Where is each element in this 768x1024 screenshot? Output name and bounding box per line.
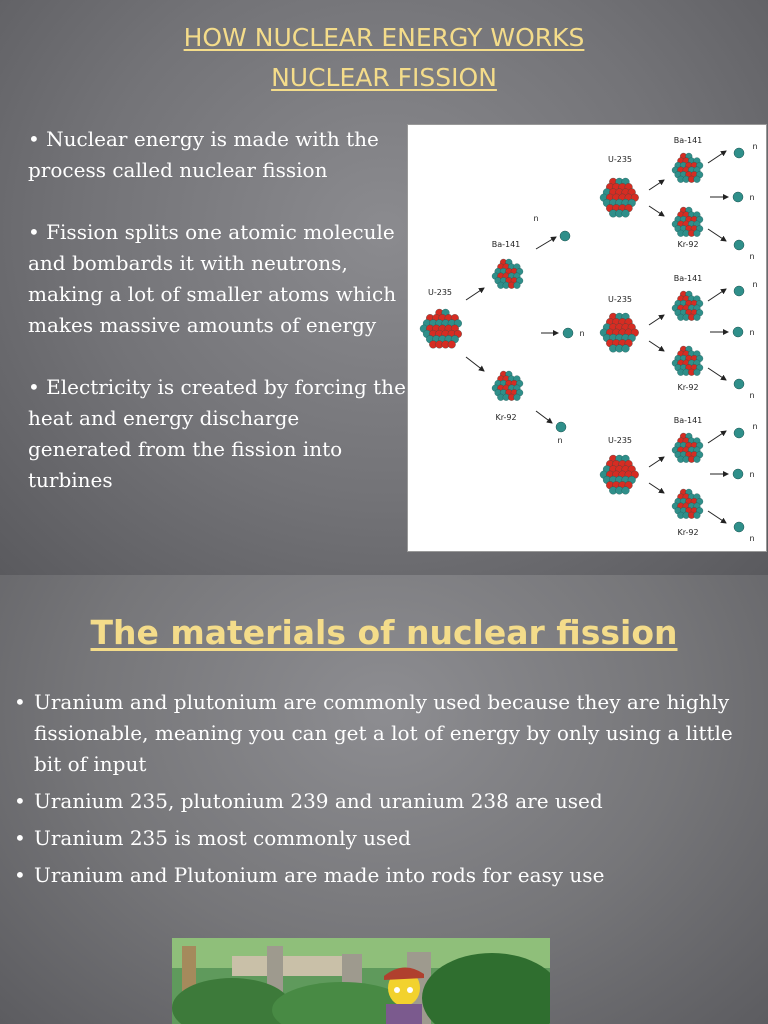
label-n: n [579, 329, 585, 338]
arrow-icon [536, 411, 552, 423]
nucleus-u235 [600, 455, 639, 494]
bullet-glyph: • [28, 127, 40, 151]
bullet-item [28, 217, 408, 341]
neutron [734, 286, 744, 296]
nucleus-u235 [600, 178, 639, 217]
arrow-icon [649, 180, 664, 190]
label-n: n [752, 422, 758, 431]
bullet-item [14, 823, 754, 854]
neutron [734, 379, 744, 389]
neutron [733, 192, 743, 202]
bullet-glyph: • [14, 789, 26, 813]
bullet-text: Uranium and plutonium are commonly used because they are highly fissionable, meaning you can get a lot of energy by only using a little bit of input [34, 690, 733, 776]
bullet-glyph: • [14, 826, 26, 850]
bullet-text: Nuclear energy is made with the process called nuclear fission [28, 127, 379, 182]
label-n: n [749, 328, 755, 337]
nucleus-ba141 [672, 433, 703, 463]
bullet-text: Electricity is created by forcing the heat and energy discharge generated from the fission into turbines [28, 375, 406, 492]
label-n: n [749, 252, 755, 261]
bullet-item [28, 124, 408, 186]
label-kr92: Kr-92 [495, 413, 517, 422]
arrow-icon [708, 431, 726, 443]
bullet-item [14, 687, 754, 780]
neutron [734, 240, 744, 250]
label-ba141: Ba-141 [673, 416, 703, 425]
bullet-item [14, 786, 754, 817]
label-u235: U-235 [607, 295, 633, 304]
arrow-icon [649, 206, 664, 216]
slide-materials [0, 575, 768, 1024]
nucleus-kr92 [672, 346, 703, 376]
title-line-1: HOW NUCLEAR ENERGY WORKS [183, 23, 585, 52]
cartoon-illustration [172, 938, 550, 1024]
arrow-icon [649, 341, 664, 351]
label-ba141: Ba-141 [673, 274, 703, 283]
label-ba141: Ba-141 [491, 240, 521, 249]
neutron [733, 327, 743, 337]
arrow-icon [708, 368, 726, 380]
arrow-icon [708, 289, 726, 301]
arrow-icon [649, 457, 664, 467]
bullet-text: Uranium and Plutonium are made into rods for easy use [34, 863, 605, 887]
label-n: n [533, 214, 539, 223]
nucleus-ba141 [672, 153, 703, 183]
label-n: n [749, 534, 755, 543]
bullet-glyph: • [28, 220, 40, 244]
slide-title: The materials of nuclear fission [90, 613, 678, 652]
bullet-item [28, 372, 408, 496]
nucleus-u235 [600, 313, 639, 352]
arrow-icon [536, 237, 556, 249]
bullet-text: Uranium 235, plutonium 239 and uranium 238 are used [34, 789, 603, 813]
neutron [734, 522, 744, 532]
label-u235: U-235 [427, 288, 453, 297]
label-u235: U-235 [607, 155, 633, 164]
neutron [556, 422, 566, 432]
nucleus-ba141 [672, 291, 703, 321]
slide-title [0, 18, 768, 98]
label-kr92: Kr-92 [677, 383, 699, 392]
bullet-glyph: • [28, 375, 40, 399]
neutron [563, 328, 573, 338]
nucleus-u235 [420, 309, 462, 348]
bullet-glyph: • [14, 863, 26, 887]
cartoon-image [172, 938, 550, 1024]
arrow-icon [708, 511, 726, 523]
label-n: n [752, 142, 758, 151]
neutron [734, 148, 744, 158]
arrow-icon [649, 315, 664, 325]
arrow-icon [466, 288, 484, 300]
fission-diagram-svg [408, 125, 766, 551]
label-u235: U-235 [607, 436, 633, 445]
bullet-text: Uranium 235 is most commonly used [34, 826, 411, 850]
label-ba141: Ba-141 [673, 136, 703, 145]
neutron [560, 231, 570, 241]
bullet-text: Fission splits one atomic molecule and bombards it with neutrons, making a lot of smaller atoms which makes massive amounts of energy [28, 220, 397, 337]
nucleus-kr92 [672, 489, 703, 519]
nucleus-kr92 [672, 207, 703, 237]
bullet-glyph: • [14, 690, 26, 714]
arrow-icon [466, 357, 484, 371]
title-line-2: NUCLEAR FISSION [271, 63, 497, 92]
neutron [734, 428, 744, 438]
label-n: n [749, 193, 755, 202]
label-n: n [749, 391, 755, 400]
label-n: n [749, 470, 755, 479]
bullet-list [14, 687, 754, 897]
bullet-item [14, 860, 754, 891]
label-kr92: Kr-92 [677, 240, 699, 249]
arrow-icon [708, 229, 726, 241]
neutron [733, 469, 743, 479]
bullet-list [28, 124, 408, 496]
nucleus-ba141 [492, 259, 523, 289]
nucleus-kr92 [492, 371, 523, 401]
arrow-icon [708, 151, 726, 163]
label-kr92: Kr-92 [677, 528, 699, 537]
label-n: n [752, 280, 758, 289]
label-n: n [557, 436, 563, 445]
arrow-icon [649, 483, 664, 493]
fission-chain-diagram [407, 124, 767, 552]
